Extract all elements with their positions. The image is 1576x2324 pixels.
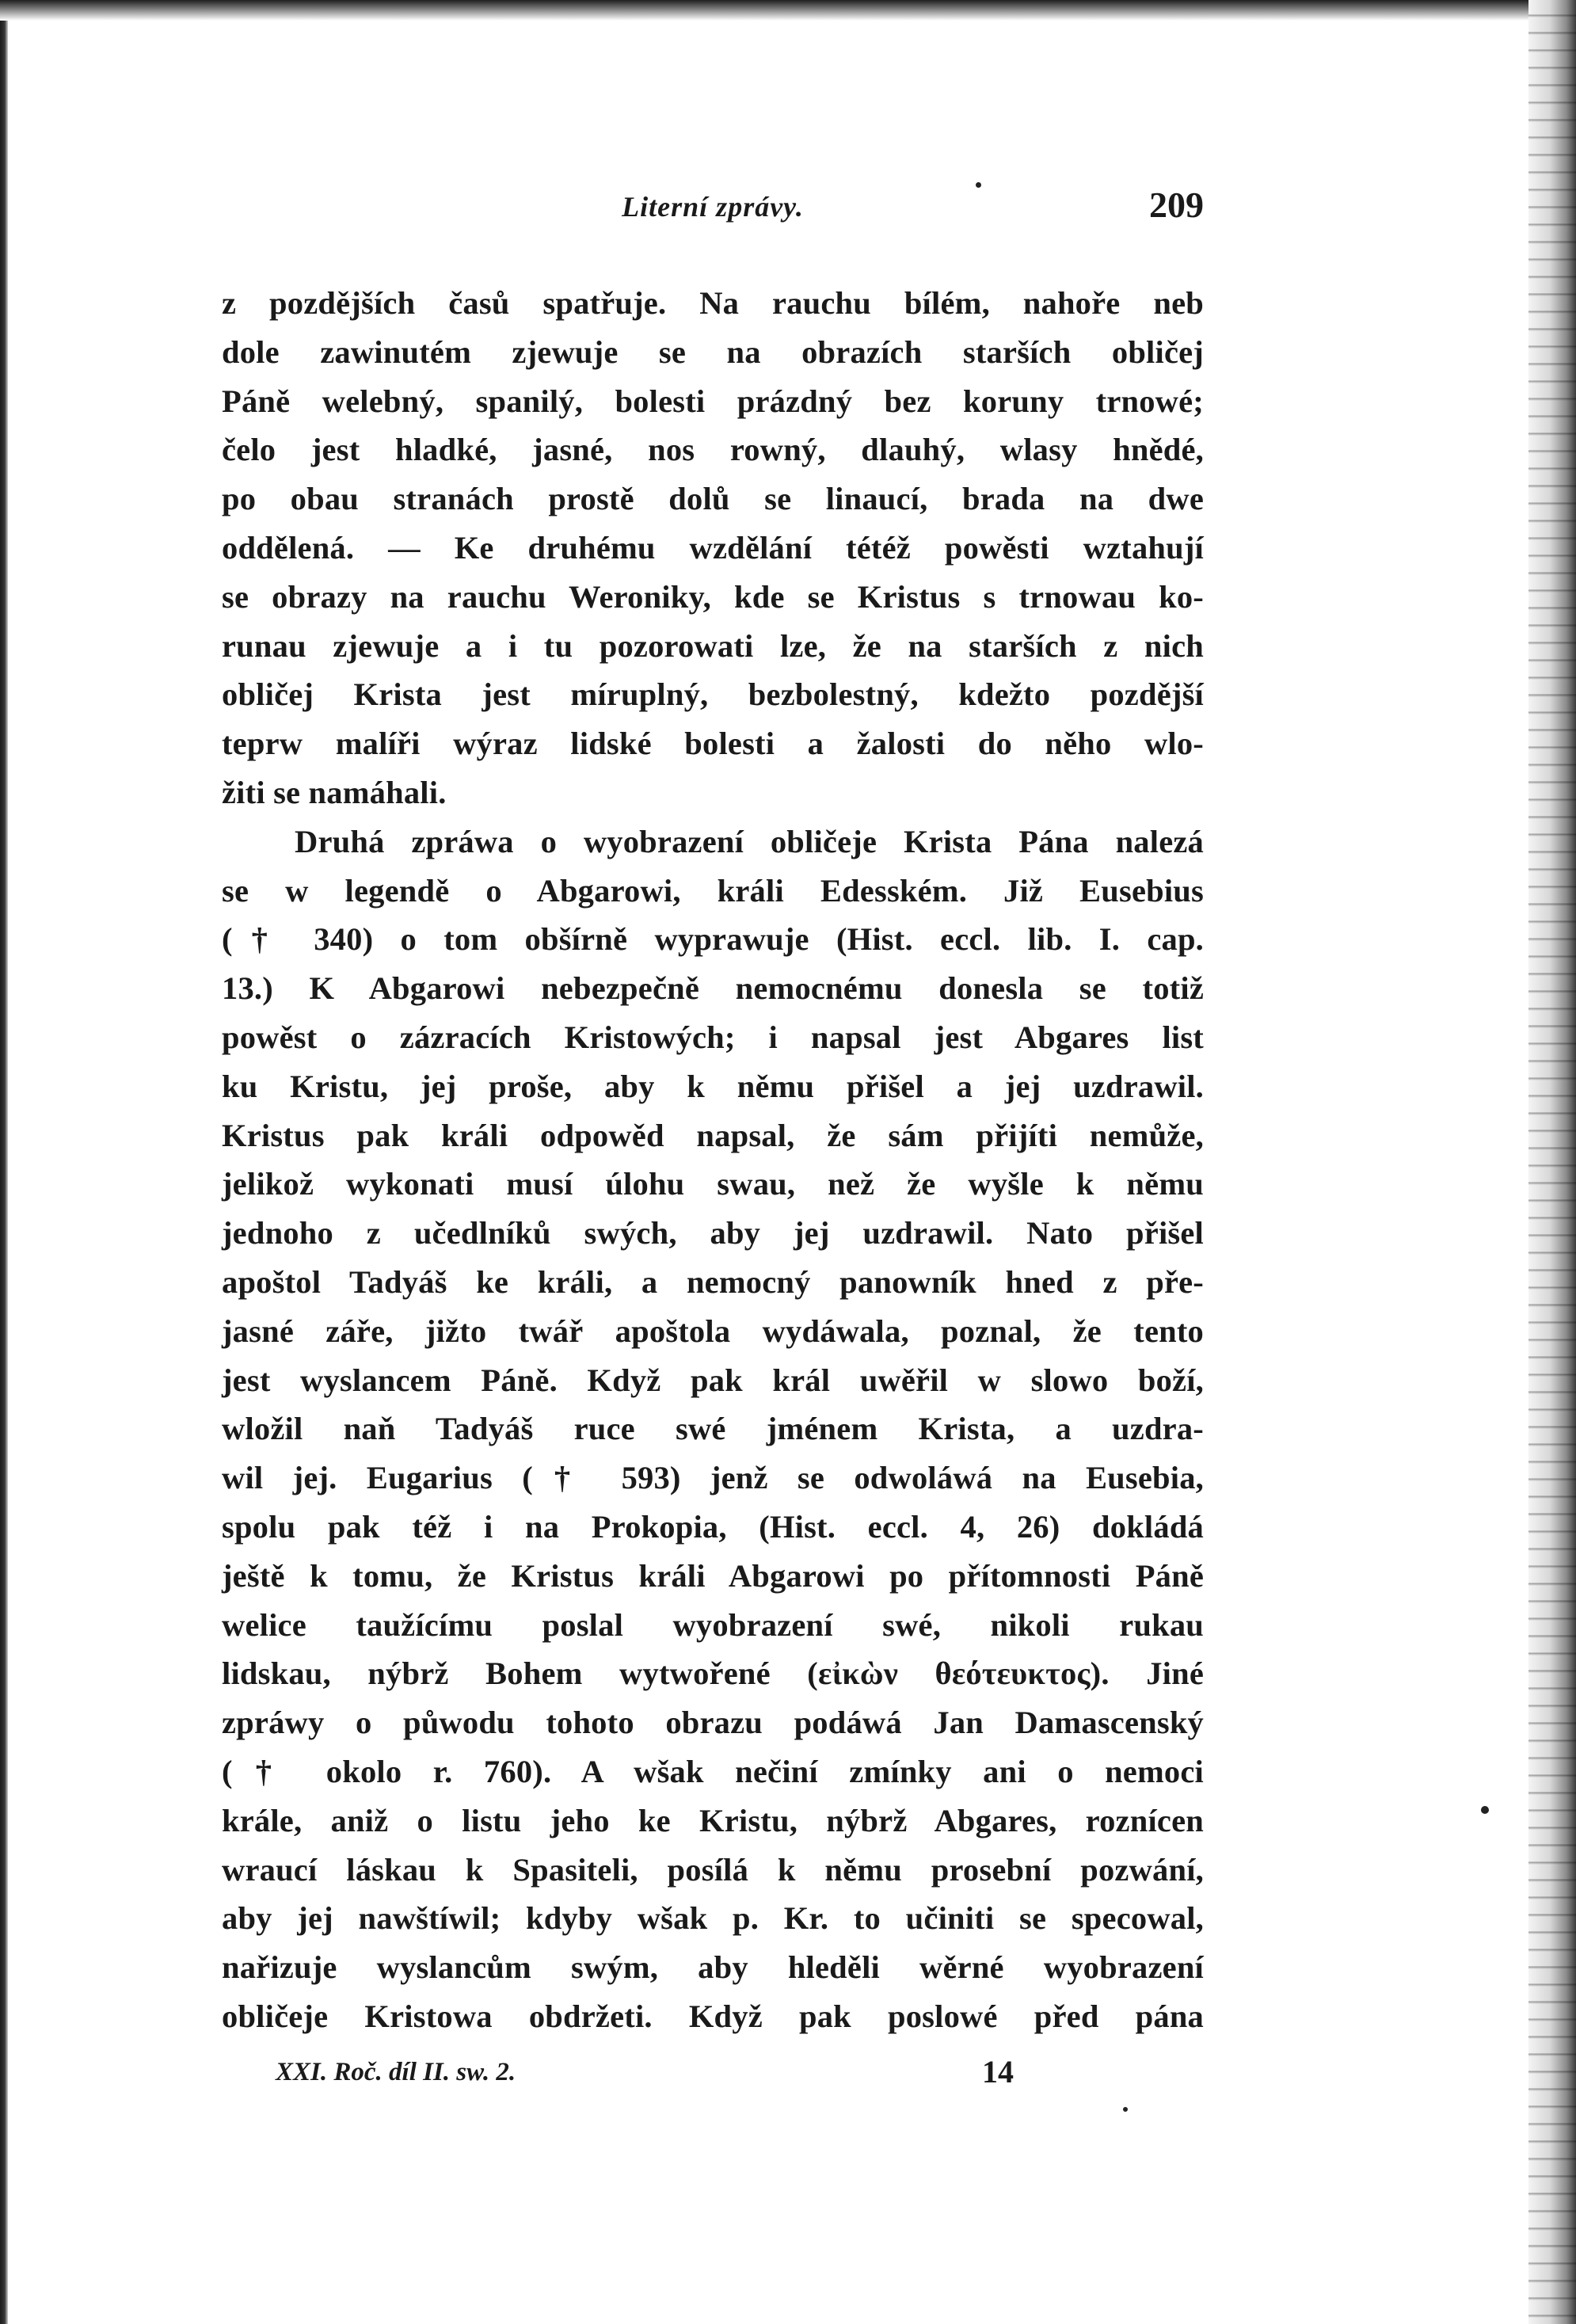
text-line: wraucí láskau k Spasiteli, posílá k němu prosební pozwání, <box>222 1851 1204 1888</box>
text-line: čelo jest hladké, jasné, nos rowný, dlauhý, wlasy hnědé, <box>222 432 1204 468</box>
text-line: spolu pak též i na Prokopia, (Hist. eccl. 4, 26) dokládá <box>222 1508 1204 1545</box>
text-line: se obrazy na rauchu Weroniky, kde se Kristus s trnowau ko- <box>222 578 1204 615</box>
text-line: Druhá zpráwa o wyobrazení obličeje Krista Pána nalezá <box>295 823 1204 859</box>
text-line: († okolo r. 760). A wšak nečiní zmínky ani o nemoci <box>222 1753 1204 1789</box>
running-head-title: Literní zprávy. <box>622 191 804 223</box>
text-line: obličej Krista jest míruplný, bezbolestný, kdežto pozdější <box>222 676 1204 713</box>
scan-right-edge <box>1528 0 1576 2324</box>
text-line: ku Kristu, jej proše, aby k němu přišel a jej uzdrawil. <box>222 1068 1204 1104</box>
text-line: se w legendě o Abgarowi, králi Edesském. Již Eusebius <box>222 872 1204 909</box>
book-page <box>222 185 1204 2041</box>
running-head <box>222 185 1204 238</box>
scan-top-edge <box>0 0 1576 21</box>
text-line: aby jej nawštíwil; kdyby wšak p. Kr. to učiniti se specowal, <box>222 1900 1204 1937</box>
text-line: Páně welebný, spanilý, bolesti prázdný bez koruny trnowé; <box>222 383 1204 419</box>
text-line: oddělená. — Ke druhému wzdělání tétéž powěsti wztahují <box>222 529 1204 566</box>
text-line: po obau stranách prostě dolů se linaucí, brada na dwe <box>222 481 1204 517</box>
ink-speck <box>976 182 981 188</box>
text-line: jasné záře, jižto twář apoštola wydáwala, poznal, že tento <box>222 1312 1204 1349</box>
ink-speck <box>1481 1806 1489 1814</box>
text-line: obličeje Kristowa obdržeti. Když pak poslowé před pána <box>222 1998 1204 2034</box>
text-line: runau zjewuje a i tu pozorowati lze, že na starších z nich <box>222 627 1204 664</box>
text-line: († 340) o tom obšírně wyprawuje (Hist. eccl. lib. I. cap. <box>222 921 1204 958</box>
scan-left-edge <box>0 0 8 2324</box>
text-line: jednoho z učedlníků swých, aby jej uzdrawil. Nato přišel <box>222 1215 1204 1252</box>
text-line: powěst o zázracích Kristowých; i napsal jest Abgares list <box>222 1019 1204 1055</box>
text-line: z pozdějších časů spatřuje. Na rauchu bílém, nahoře neb <box>222 285 1204 321</box>
text-line: wložil naň Tadyáš ruce swé jménem Krista, a uzdra- <box>222 1411 1204 1447</box>
text-line: ještě k tomu, že Kristus králi Abgarowi po přítomnosti Páně <box>222 1557 1204 1594</box>
text-line: krále, aniž o listu jeho ke Kristu, nýbrž Abgares, roznícen <box>222 1802 1204 1838</box>
signature-mark: XXI. Roč. díl II. sw. 2. <box>276 2058 516 2086</box>
text-line: jelikož wykonati musí úlohu swau, než že wyšle k němu <box>222 1166 1204 1202</box>
page-footer <box>222 2054 1204 2097</box>
text-line: wil jej. Eugarius († 593) jenž se odwoláwá na Eusebia, <box>222 1460 1204 1496</box>
text-line: nařizuje wyslancům swým, aby hleděli wěrné wyobrazení <box>222 1949 1204 1986</box>
text-line: welice taužícímu poslal wyobrazení swé, nikoli rukau <box>222 1606 1204 1643</box>
text-line: apoštol Tadyáš ke králi, a nemocný panowník hned z pře- <box>222 1263 1204 1300</box>
ink-speck <box>1123 2107 1128 2112</box>
text-line: teprw malíři wýraz lidské bolesti a žalosti do něho wlo- <box>222 726 1204 762</box>
sheet-number: 14 <box>982 2054 1014 2090</box>
text-line: 13.) K Abgarowi nebezpečně nemocnému donesla se totiž <box>222 970 1204 1007</box>
text-line: lidskau, nýbrž Bohem wytwořené (εἰκὼν θεότευκτος). Jiné <box>222 1655 1204 1692</box>
text-line: žiti se namáhali. <box>222 774 447 810</box>
text-line: zpráwy o půwodu tohoto obrazu podáwá Jan Damascenský <box>222 1705 1204 1741</box>
text-line: dole zawinutém zjewuje se na obrazích starších obličej <box>222 333 1204 370</box>
body-text <box>222 279 1204 2041</box>
page-number: 209 <box>1149 185 1204 225</box>
text-line: jest wyslancem Páně. Když pak král uwěřil w slowo boží, <box>222 1362 1204 1398</box>
text-line: Kristus pak králi odpowěd napsal, že sám přijíti nemůže, <box>222 1117 1204 1153</box>
